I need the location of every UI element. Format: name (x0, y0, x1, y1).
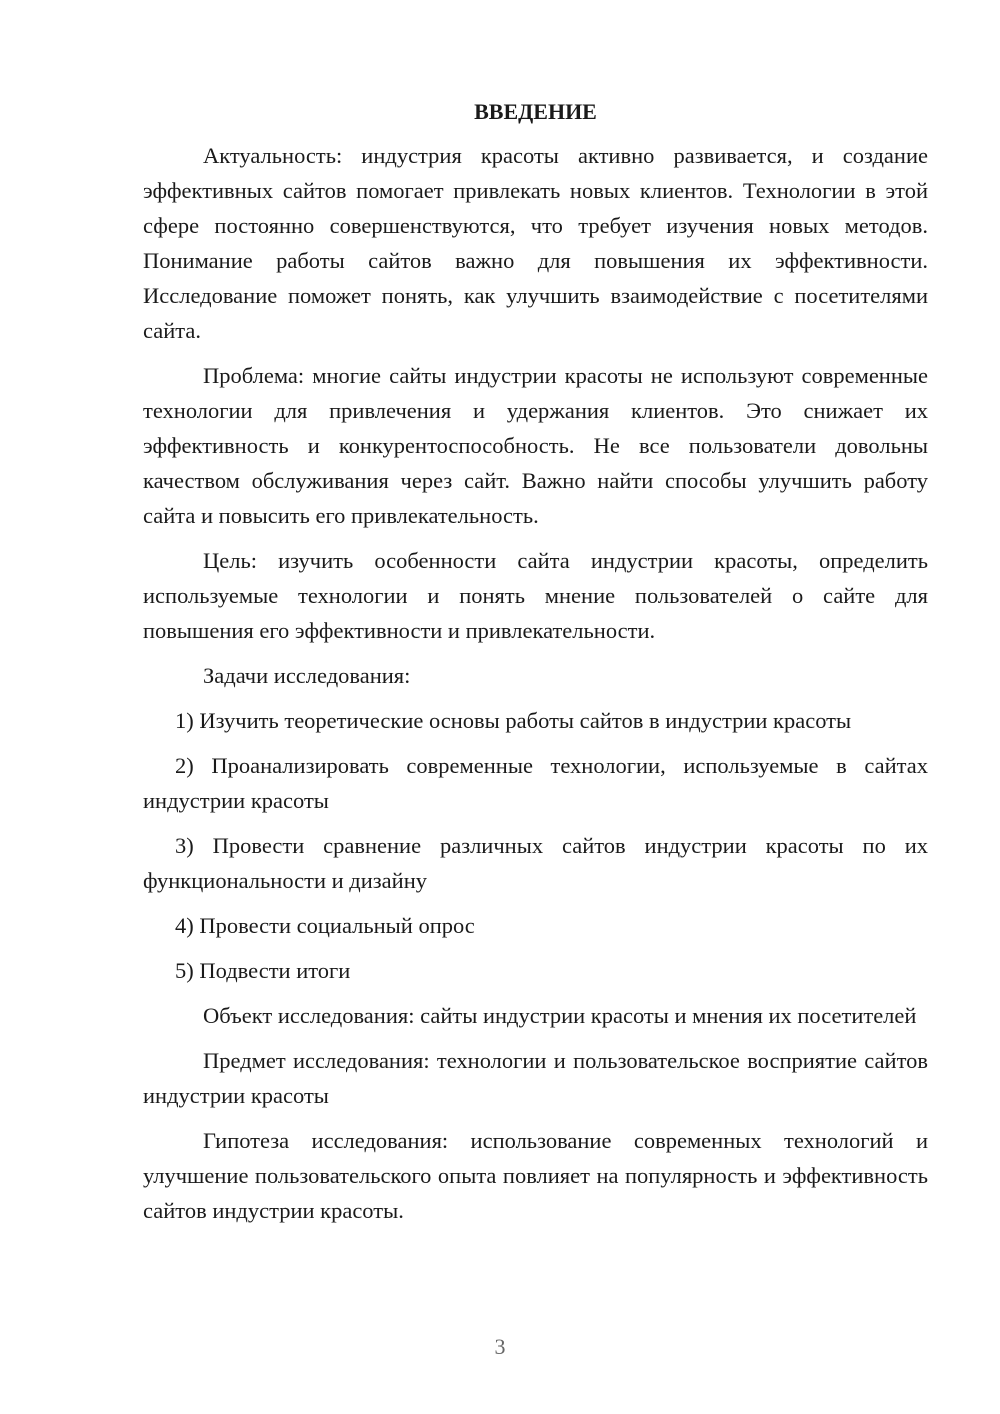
hypothesis-paragraph: Гипотеза исследования: использование современных технологий и улучшение пользовательского опыта повлияет на популярность и эффективность сайтов индустрии красоты. (143, 1128, 928, 1223)
task-item-1: 1) Изучить теоретические основы работы сайтов в индустрии красоты (175, 708, 852, 733)
tasks-heading: Задачи исследования: (203, 663, 411, 688)
task-item-2: 2) Проанализировать современные технологии, используемые в сайтах индустрии красоты (143, 753, 928, 813)
goal-paragraph: Цель: изучить особенности сайта индустрии красоты, определить используемые технологии и понять мнение пользователей о сайте для повышения его эффективности и привлекательности. (143, 548, 928, 643)
task-item-3: 3) Провести сравнение различных сайтов индустрии красоты по их функциональности и дизайну (143, 833, 928, 893)
relevance-paragraph: Актуальность: индустрия красоты активно развивается, и создание эффективных сайтов помогает привлекать новых клиентов. Технологии в этой сфере постоянно совершенствуются, что требует изучения новых методов. Понимание работы сайтов важно для повышения их эффективности. Исследование поможет понять, как улучшить взаимодействие с посетителями сайта. (143, 143, 928, 343)
page-number: 3 (494, 1334, 506, 1359)
object-paragraph: Объект исследования: сайты индустрии красоты и мнения их посетителей (203, 1003, 917, 1028)
page-content (143, 96, 928, 1238)
task-item-4: 4) Провести социальный опрос (175, 913, 475, 938)
subject-paragraph: Предмет исследования: технологии и пользовательское восприятие сайтов индустрии красоты (143, 1048, 928, 1108)
problem-paragraph: Проблема: многие сайты индустрии красоты не используют современные технологии для привлечения и удержания клиентов. Это снижает их эффективность и конкурентоспособность. Не все пользователи довольны качеством обслуживания через сайт. Важно найти способы улучшить работу сайта и повысить его привлекательность. (143, 363, 928, 528)
page-title: ВВЕДЕНИЕ (474, 99, 597, 124)
task-item-5: 5) Подвести итоги (175, 958, 351, 983)
